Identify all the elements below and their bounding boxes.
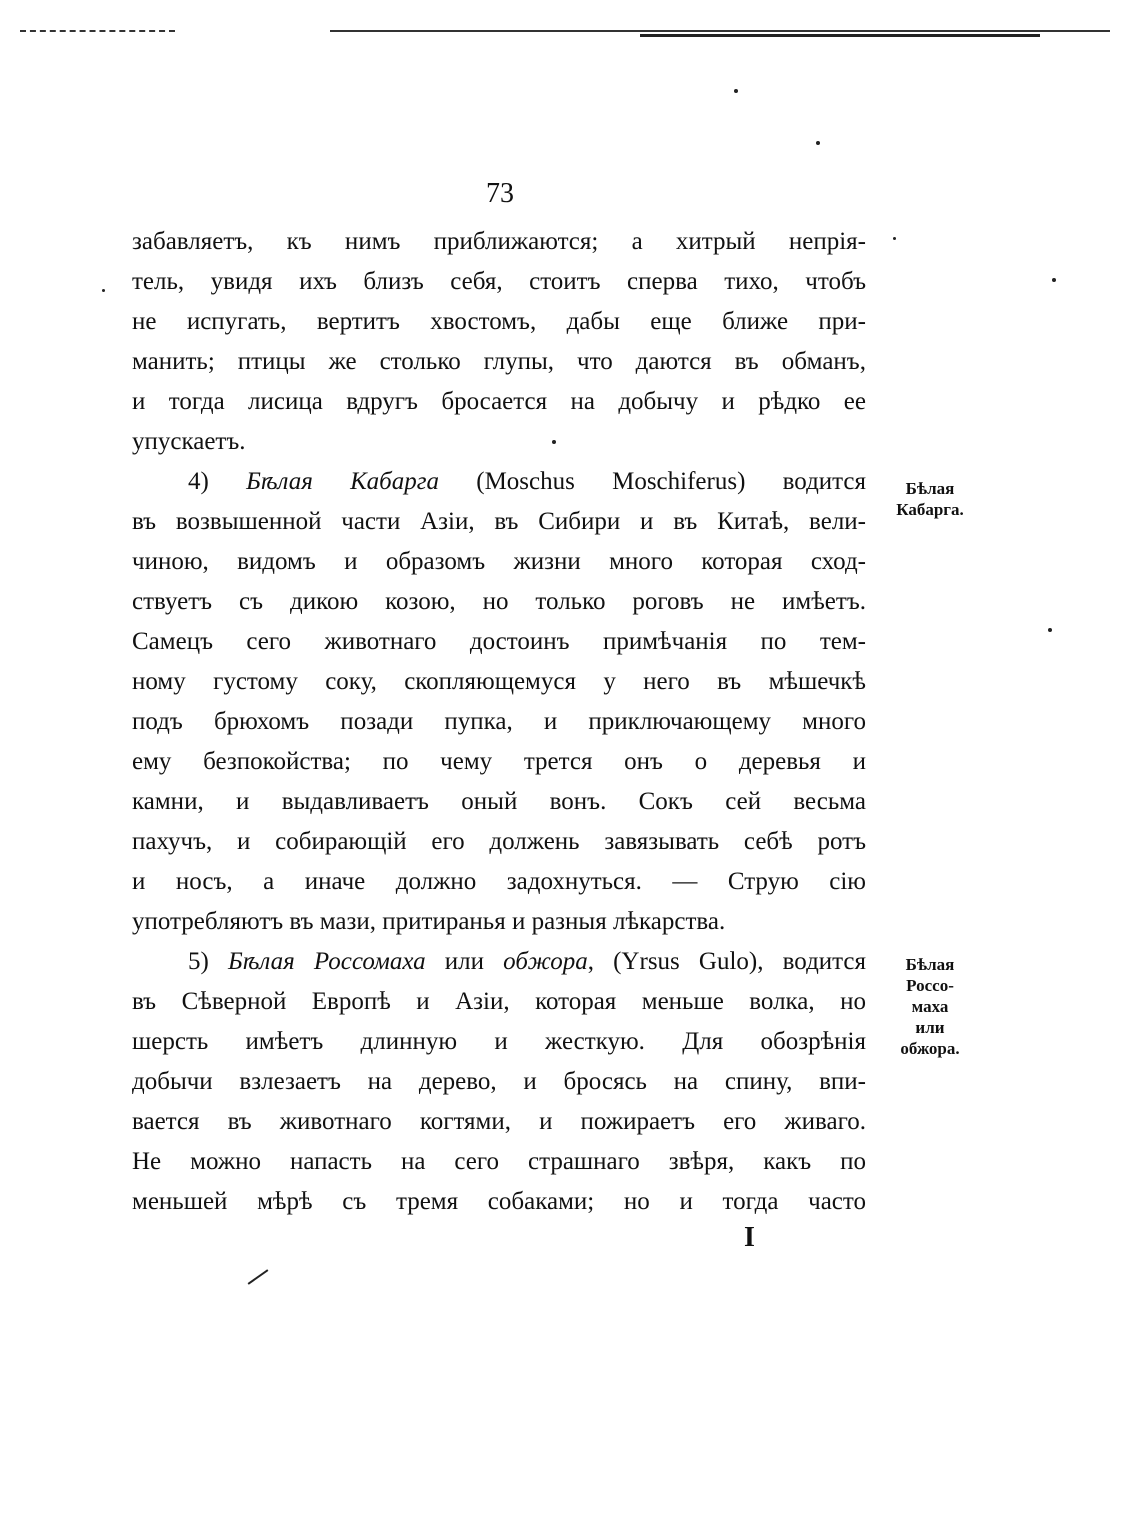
paragraph-number: 5) (188, 948, 209, 975)
text-line: пахучъ, и собирающій его должень завязывать себѣ ротъ (132, 828, 866, 855)
text-line: въ возвышенной части Азіи, въ Сибири и въ Китаѣ, вели- (132, 508, 866, 535)
ink-speck (1052, 278, 1056, 282)
top-border-rule-left (20, 30, 175, 32)
text-line: добычи взлезаетъ на дерево, и бросясь на спину, впи- (132, 1068, 866, 1095)
text-line: ному густому соку, скопляющемуся у него въ мѣшечкѣ (132, 668, 866, 695)
ink-speck (816, 141, 820, 145)
margin-note-line: Бѣлая (905, 955, 955, 974)
text-line: и тогда лисица вдругъ бросается на добычу и рѣдко ее (132, 388, 866, 415)
margin-note-line: Кабарга. (896, 500, 964, 519)
page-number: 73 (486, 178, 514, 209)
margin-note-line: маха (911, 997, 949, 1016)
text-line: забавляетъ, къ нимъ приближаются; а хитрый непрія- (132, 228, 866, 255)
text-line: шерсть имѣетъ длинную и жесткую. Для обозрѣнія (132, 1028, 866, 1055)
text-line: употребляютъ въ мази, притиранья и разныя лѣкарства. (132, 908, 726, 935)
margin-note-line: обжора. (900, 1039, 960, 1058)
stray-ink-stroke (248, 1269, 269, 1284)
margin-note-kabarga (884, 478, 976, 520)
text-line: чиною, видомъ и образомъ жизни много которая сход- (132, 548, 866, 575)
text-line: Самецъ сего животнаго достоинъ примѣчанія по тем- (132, 628, 866, 655)
text-line: камни, и выдавливаетъ оный вонъ. Сокъ сей весьма (132, 788, 866, 815)
top-border-rule-right (330, 30, 1110, 32)
species-name: Бѣлая Россомаха (227, 948, 426, 975)
margin-note-line: или (915, 1018, 945, 1037)
text-line: ему безпокойства; по чему трется онъ о деревья и (132, 748, 866, 775)
text-line: Не можно напасть на сего страшнаго звѣря, какъ по (132, 1148, 866, 1175)
species-alt-name: обжора (503, 948, 588, 975)
top-border-rule-thick (640, 34, 1040, 37)
ink-speck (1048, 628, 1052, 632)
paragraph-number: 4) (188, 468, 209, 495)
text-line: не испугать, вертитъ хвостомъ, дабы еще ближе при- (132, 308, 866, 335)
margin-note-rossomaha (884, 954, 976, 1059)
text-line: меньшей мѣрѣ съ тремя собаками; но и тогда часто (132, 1188, 866, 1215)
signature-mark: I (744, 1222, 755, 1253)
ink-speck (734, 89, 738, 93)
body-text (132, 222, 866, 1222)
text-line: въ Сѣверной Европѣ и Азіи, которая меньше волка, но (132, 988, 866, 1015)
latin-name: (Moschus Moschiferus) (476, 468, 746, 495)
latin-name: (Yrsus Gulo), водится (613, 948, 866, 975)
text-line: и носъ, а иначе должно задохнуться. — Струю сію (132, 868, 866, 895)
text-fragment: водится (782, 468, 866, 495)
text-line: ствуетъ съ дикою козою, но только роговъ не имѣетъ. (132, 588, 866, 615)
ink-speck (893, 237, 896, 240)
text-line: упускаетъ. (132, 428, 246, 455)
paragraph-5-heading-line: 5) Бѣлая Россомаха или обжора, (Yrsus Gulo), водится (188, 948, 866, 975)
text-line: подъ брюхомъ позади пупка, и приключающему много (132, 708, 866, 735)
paragraph-4-heading-line (132, 462, 866, 502)
species-name: Бѣлая Кабарга (246, 468, 439, 495)
text-line: тель, увидя ихъ близъ себя, стоитъ сперва тихо, чтобъ (132, 268, 866, 295)
margin-note-line: Бѣлая (905, 479, 955, 498)
text-line: вается въ животнаго когтями, и пожираетъ его живаго. (132, 1108, 866, 1135)
margin-note-line: Россо- (906, 976, 954, 995)
ink-speck (102, 289, 105, 292)
text-line: манить; птицы же столько глупы, что даются въ обманъ, (132, 348, 866, 375)
text-fragment: или (444, 948, 484, 975)
